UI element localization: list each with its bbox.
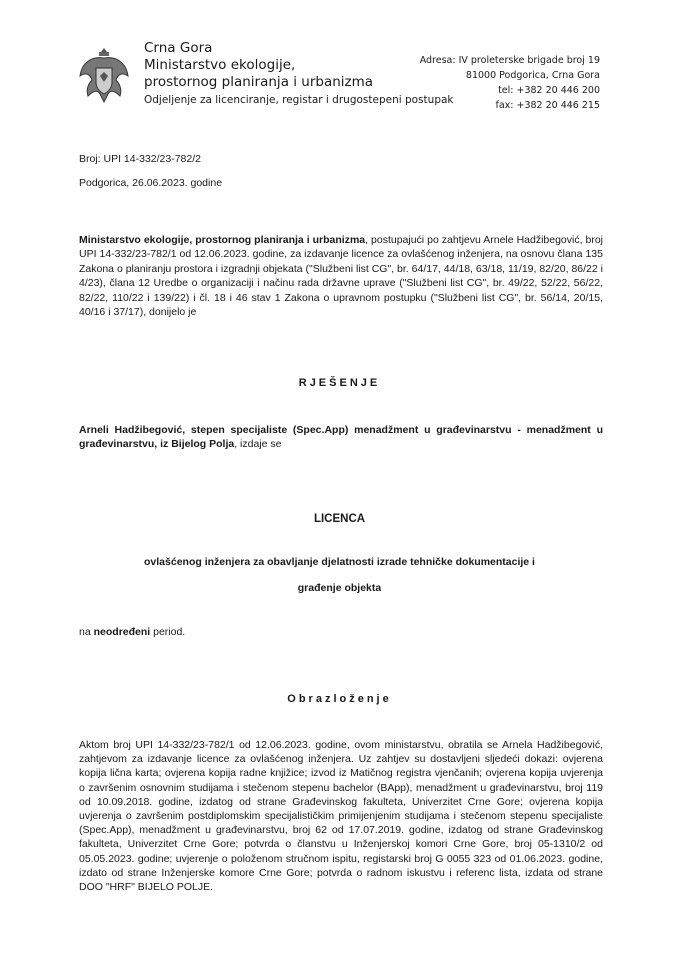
resenje-heading: RJEŠENJE bbox=[298, 377, 381, 389]
address-line2: 81000 Podgorica, Crna Gora bbox=[465, 70, 600, 81]
address-line1: Adresa: IV proleterske brigade broj 19 bbox=[419, 55, 600, 66]
intro-text: , postupajući po zahtjevu Arnele Hadžibegović, broj UPI 14-332/23-782/1 od 12.06.2023. godine, za izdavanje licence za ovlašćenog inženjera, na osnovu člana 135 Zakona o planiranju prostora i izgradnji objekata ("Službeni list CG", br. 64/17, 44/18, 63/18, 11/19, 82/20, 86/22 i 4/23), člana 12 Uredbe o organizaciji i načinu rada državne uprave ("Službeni list CG", br. 49/22, 52/22, 56/22, 82/22, 110/22 i 139/22) i čl. 18 i 46 stav 1 Zakona o upravnom postupku ("Službeni list CG", br. 56/14, 20/15, 40/16 i 37/17), donijelo je bbox=[79, 234, 604, 319]
licenca-heading: LICENCA bbox=[313, 513, 366, 525]
fax: fax: +382 20 446 215 bbox=[495, 100, 600, 111]
department-name: Odjeljenje za licenciranje, registar i drugostepeni postupak bbox=[144, 94, 454, 106]
contact-block bbox=[420, 53, 600, 113]
document-number: Broj: UPI 14-332/23-782/2 bbox=[79, 153, 201, 165]
licenca-line1: ovlašćenog inženjera za obavljanje djelatnosti izrade tehničke dokumentacije i bbox=[144, 556, 535, 568]
ministry-name-line1: Ministarstvo ekologije, bbox=[144, 57, 296, 73]
intro-paragraph bbox=[79, 233, 603, 319]
coat-of-arms-icon bbox=[78, 46, 130, 106]
period-prefix: na bbox=[79, 626, 94, 638]
period-bold: neodređeni bbox=[93, 626, 151, 638]
period-suffix: period. bbox=[150, 626, 186, 638]
ministry-header bbox=[144, 40, 454, 108]
place-date: Podgorica, 26.06.2023. godine bbox=[79, 177, 223, 189]
recipient-paragraph bbox=[79, 423, 603, 452]
org-country: Crna Gora bbox=[144, 40, 213, 56]
ministry-name-line2: prostornog planiranja i urbanizma bbox=[144, 74, 374, 90]
body-paragraph: Aktom broj UPI 14-332/23-782/1 od 12.06.2023. godine, ovom ministarstvu, obratila se Arnela Hadžibegović, zahtjevom za izdavanje licence za ovlašćenog inženjera. Uz zahtjev su dostavljeni sljedeći dokazi: ovjerena kopija lična karta; ovjerena kopija radne knjižice; izvod iz Matičnog registra vjenčanih; ovjerena kopija uvjerenja o završenim osnovnim studijama i stečenom stepenu bachelor (BApp), menadžment u građevinarstvu, broj 119 od 10.09.2018. godine, izdatog od strane Građevinskog fakulteta, Univerzitet Crne Gore; ovjerena kopija uvjerenja o završenim postdiplomskim specijalističkim primijenjenim studijama i stečenom stepenu specijaliste (Spec.App), menadžment u građevinarstvu, broj 62 od 17.07.2019. godine, izdatog od strane Građevinskog fakulteta, Univerzitet Crne Gore; potvrda o članstvu u Inženjerskoj komori Crne Gore, broj 05-1310/2 od 05.05.2023. godine; uvjerenje o položenom stručnom ispitu, registarski broj G 0055 323 od 01.06.2023. godine, izdato od strane Inženjerske komore Crne Gore; potvrda o radnom iskustvu i referenc lista, izdata od strane DOO "HRF" BIJELO POLJE. bbox=[79, 739, 603, 894]
period-line bbox=[79, 626, 185, 638]
licenca-line2: građenje objekta bbox=[297, 582, 382, 594]
recipient-bold: Arneli Hadžibegović, stepen specijaliste (Spec.App) menadžment u građevinarstvu - menadžment u građevinarstvu, iz Bijelog Polja bbox=[79, 424, 603, 451]
obrazlozenje-heading: Obrazloženje bbox=[287, 693, 392, 705]
ministry-bold: Ministarstvo ekologije, prostornog planiranja i urbanizma bbox=[79, 234, 366, 246]
recipient-text: , izdaje se bbox=[234, 438, 282, 451]
telephone: tel: +382 20 446 200 bbox=[498, 85, 600, 96]
